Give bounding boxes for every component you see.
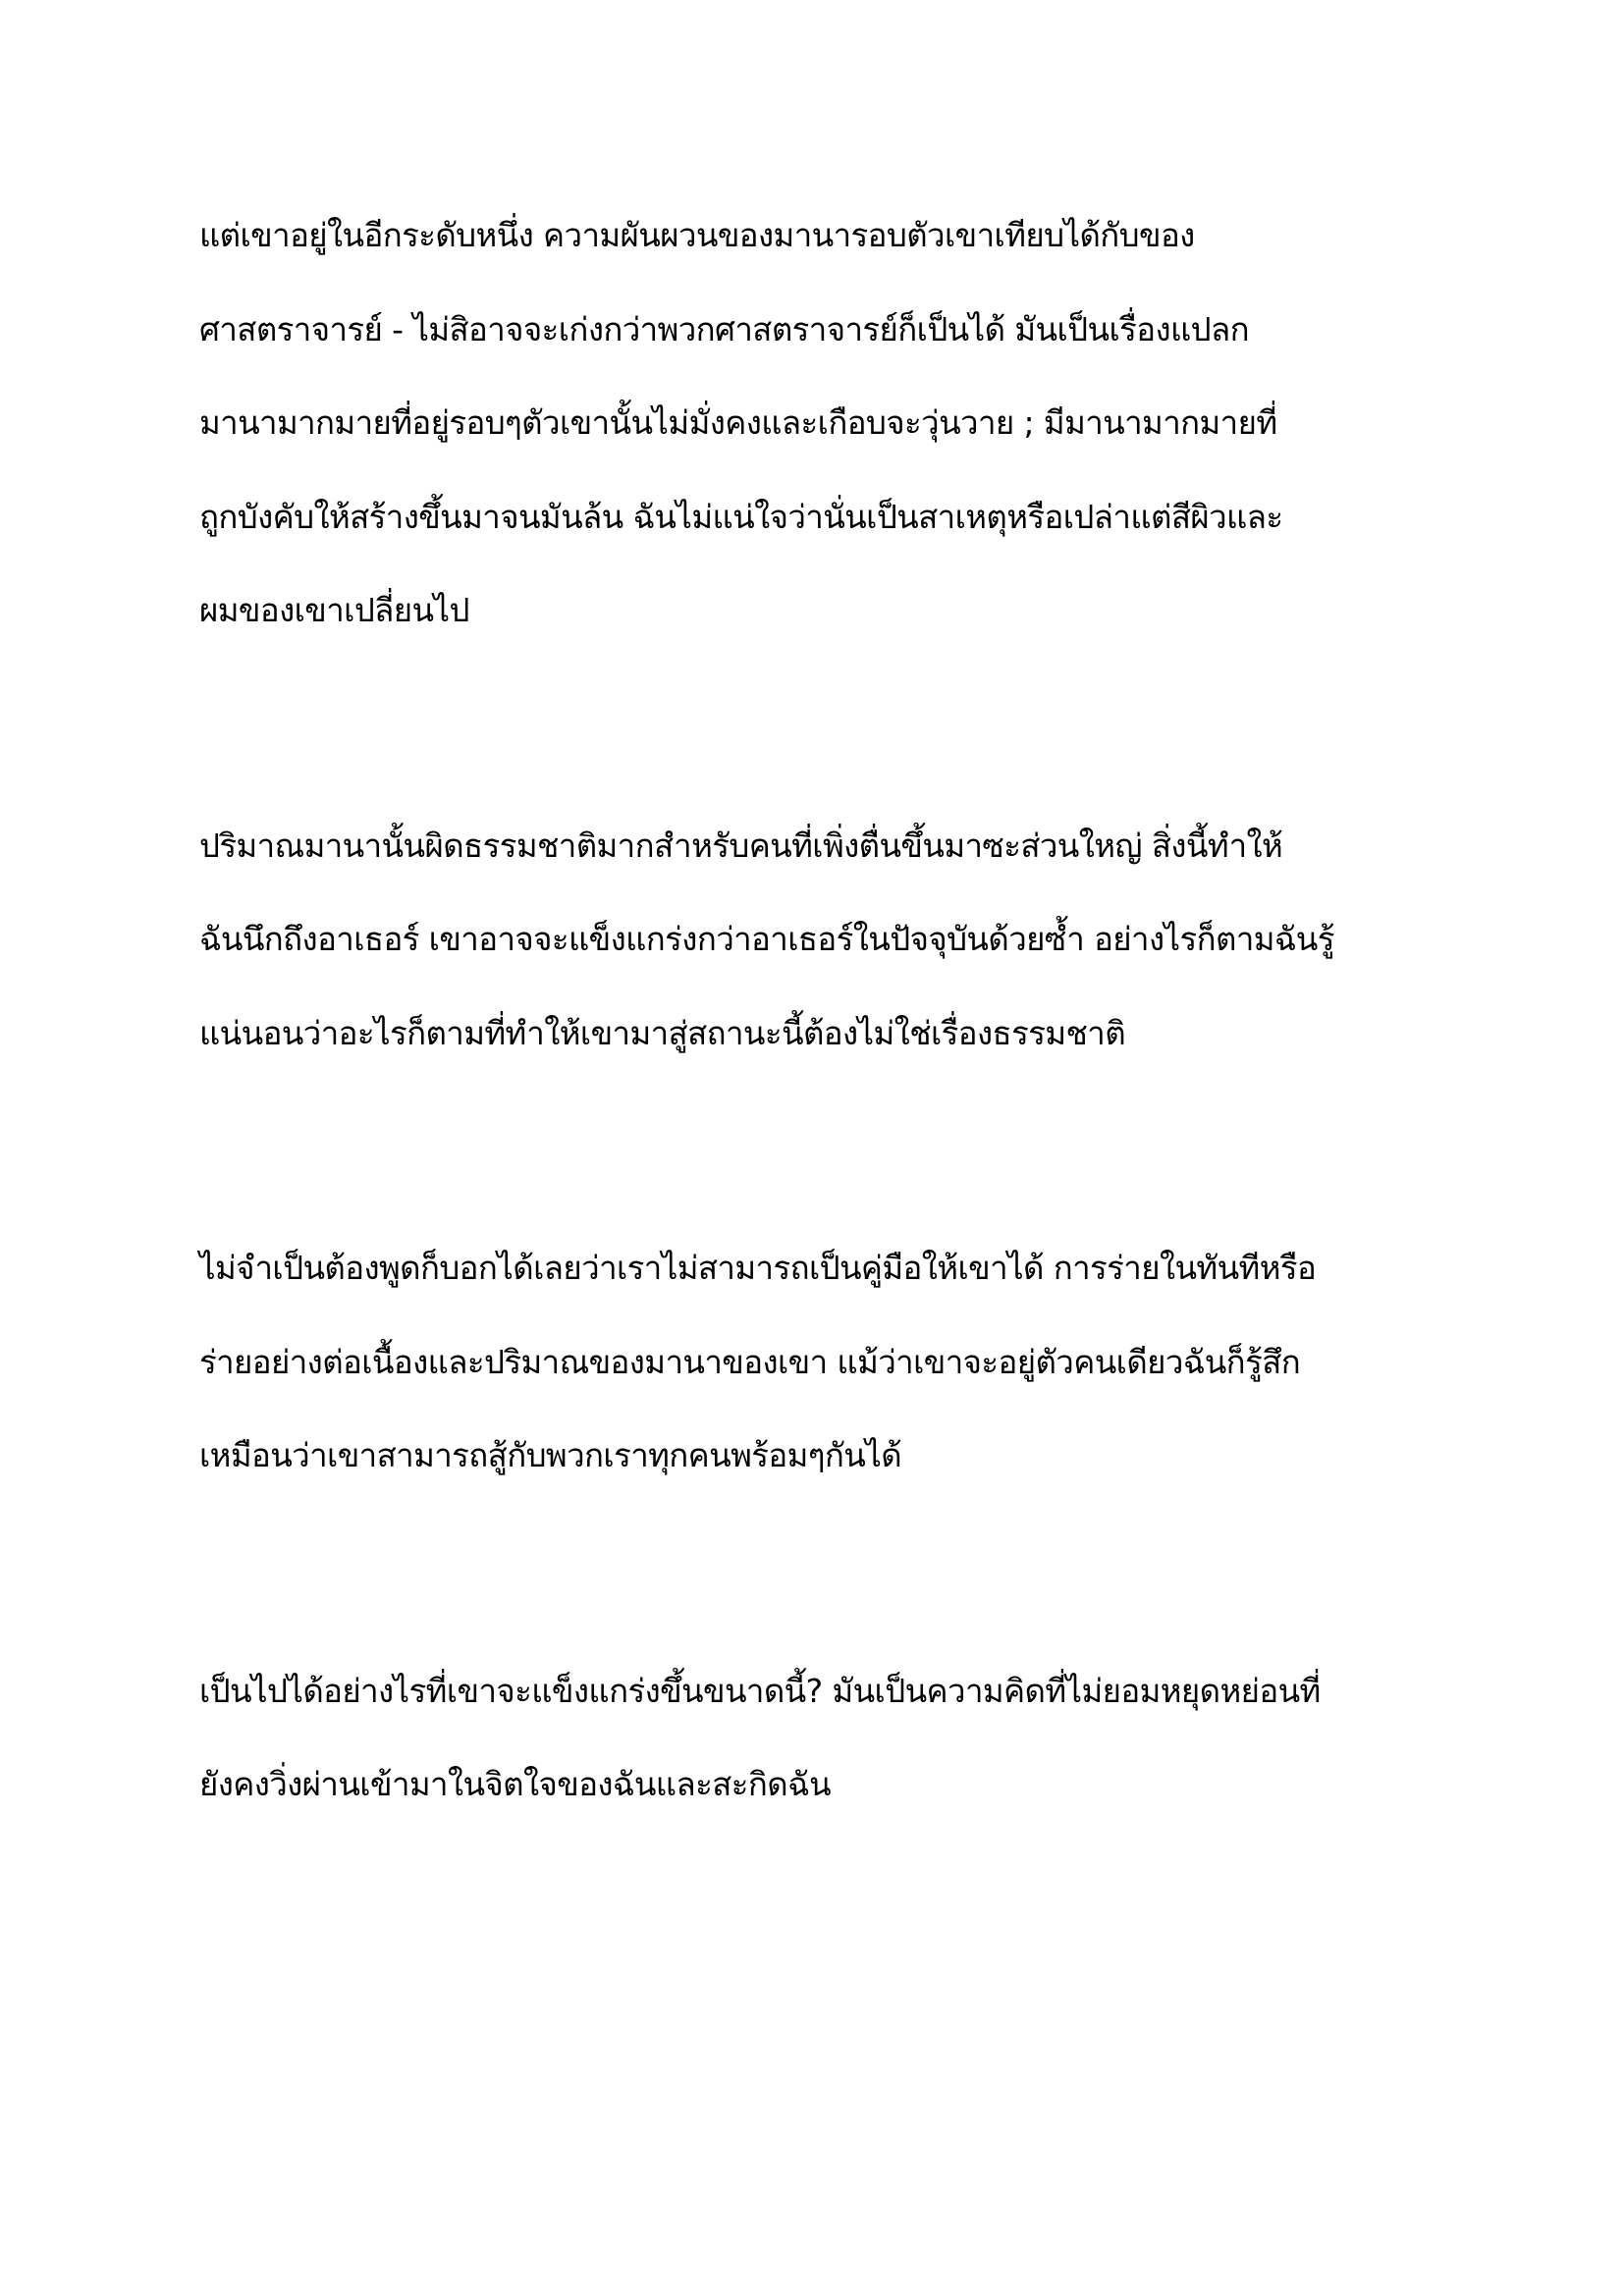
paragraph-1: [199, 196, 1456, 666]
text-line: มานามากมายที่อยู่รอบๆตัวเขานั้นไม่มั่งคงและเกือบจะวุ่นวาย ; มีมานามากมายที่: [199, 403, 1277, 442]
text-line: ไม่จำเป็นต้องพูดก็บอกได้เลยว่าเราไม่สามารถเป็นคู่มือให้เขาได้ การร่ายในทันทีหรือ: [199, 1249, 1317, 1287]
text-line: ศาสตราจารย์ - ไม่สิอาจจะเก่งกว่าพวกศาสตราจารย์ก็เป็นได้ มันเป็นเรื่องแปลก: [199, 309, 1250, 348]
paragraph-spacer: [199, 1511, 1456, 1652]
paragraph-spacer: [199, 666, 1456, 807]
text-line: ร่ายอย่างต่อเนื้องและปริมาณของมานาของเขา แม้ว่าเขาจะอยู่ตัวคนเดียวฉันก็รู้สึก: [199, 1342, 1301, 1381]
text-line: ผมของเขาเปลี่ยนไป: [199, 591, 469, 629]
text-line: แต่เขาอยู่ในอีกระดับหนึ่ง ความผันผวนของมานารอบตัวเขาเทียบได้กับของ: [199, 216, 1195, 254]
paragraph-2: [199, 807, 1456, 1089]
text-line: เป็นไปได้อย่างไรที่เขาจะแข็งแกร่งขึ้นขนาดนี้? มันเป็นความคิดที่ไม่ยอมหยุดหย่อนที่: [199, 1671, 1321, 1710]
text-line: เหมือนว่าเขาสามารถสู้กับพวกเราทุกคนพร้อมๆกันได้: [199, 1436, 902, 1474]
document-body: [199, 196, 1456, 1840]
paragraph-4: [199, 1652, 1456, 1840]
paragraph-spacer: [199, 1088, 1456, 1229]
text-line: แน่นอนว่าอะไรก็ตามที่ทำให้เขามาสู่สถานะนี้ต้องไม่ใช่เรื่องธรรมชาติ: [199, 1013, 1126, 1052]
text-line: ปริมาณมานานั้นผิดธรรมชาติมากสำหรับคนที่เพิ่งตื่นขึ้นมาซะส่วนใหญ่ สิ่งนี้ทำให้: [199, 826, 1283, 865]
text-line: ยังคงวิ่งผ่านเข้ามาในจิตใจของฉันและสะกิดฉัน: [199, 1765, 831, 1803]
paragraph-3: [199, 1229, 1456, 1511]
text-line: ฉันนึกถึงอาเธอร์ เขาอาจจะแข็งแกร่งกว่าอาเธอร์ในปัจจุบันด้วยซ้ำ อย่างไรก็ตามฉันรู้: [199, 920, 1334, 958]
text-line: ถูกบังคับให้สร้างขึ้นมาจนมันล้น ฉันไม่แน่ใจว่านั่นเป็นสาเหตุหรือเปล่าแต่สีผิวและ: [199, 497, 1283, 536]
